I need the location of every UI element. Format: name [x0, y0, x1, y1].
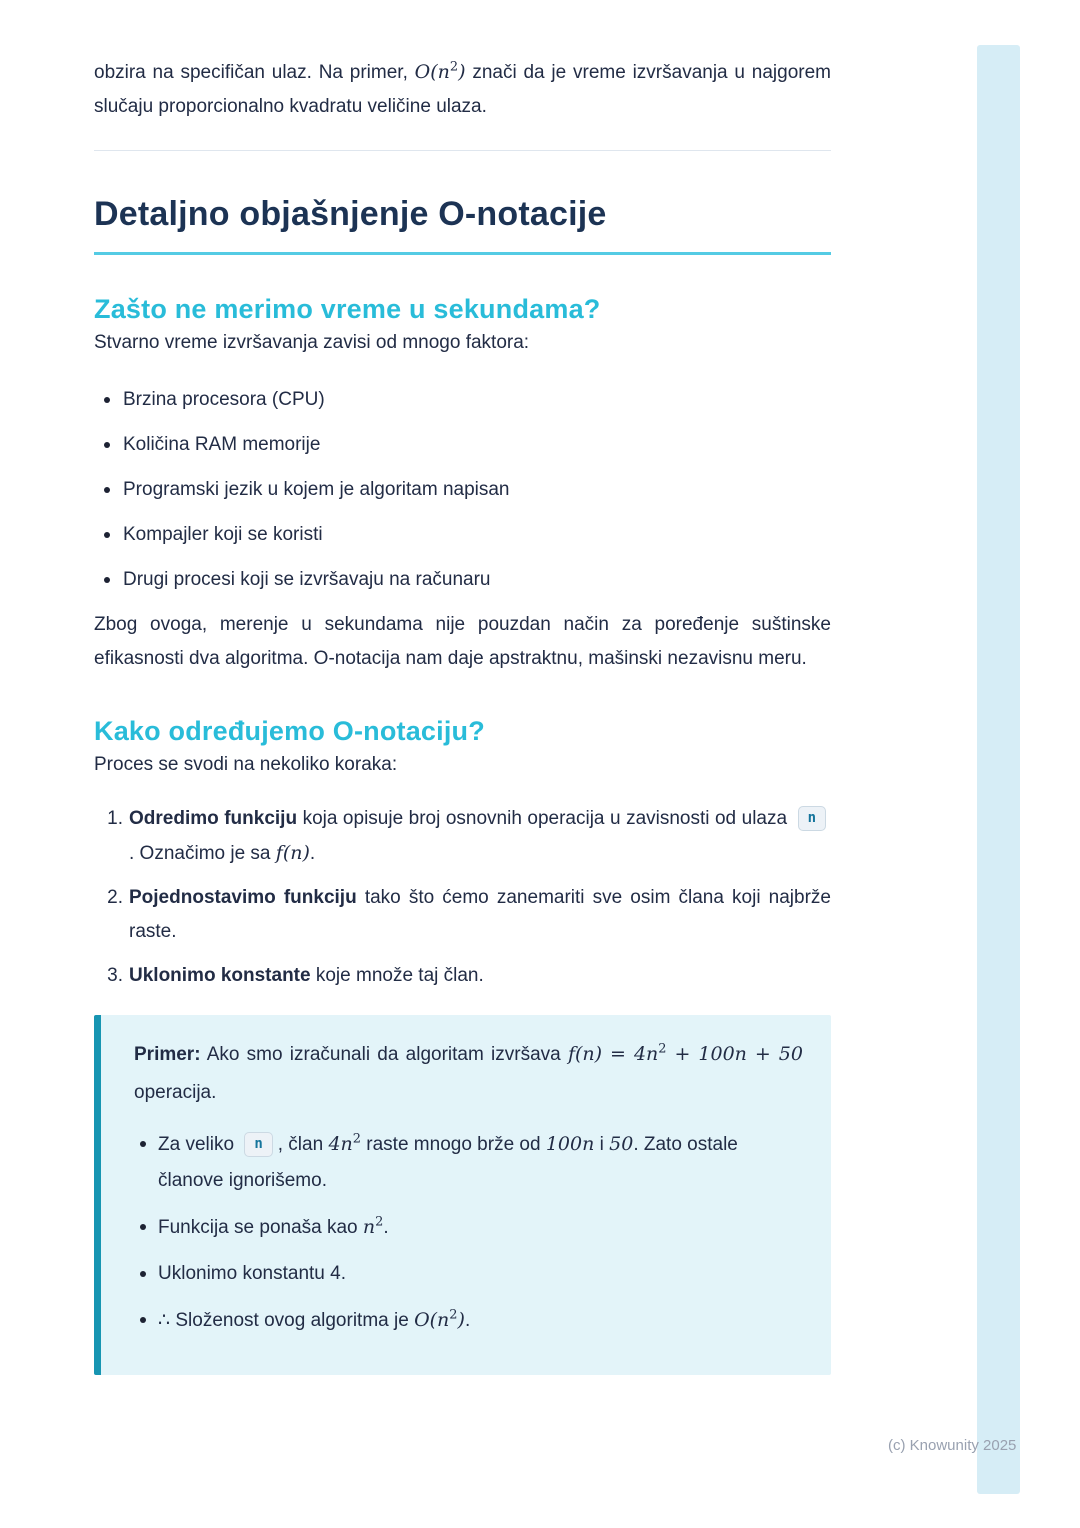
math-text: O(n: [414, 1309, 450, 1331]
bullet-dot: [140, 1141, 146, 1147]
step-text: [129, 959, 831, 993]
list-item: [134, 1302, 803, 1339]
section1-lead: Stvarno vreme izvršavanja zavisi od mnogo faktora:: [94, 332, 530, 353]
list-item: [94, 563, 831, 597]
math-superscript: 2: [658, 1041, 667, 1057]
inline-code-n: n: [244, 1132, 272, 1157]
example-paragraph: [134, 1035, 803, 1112]
list-item-text: Količina RAM memorije: [123, 434, 321, 455]
step-bold: Uklonimo konstante: [129, 965, 311, 986]
list-item: [134, 1126, 803, 1199]
step-text: [129, 881, 831, 949]
text-part: Složenost ovog algoritma je: [170, 1310, 415, 1331]
example-text: operacija.: [134, 1082, 217, 1103]
bullet-dot: [140, 1224, 146, 1230]
list-item: [94, 473, 831, 507]
math-superscript: 2: [449, 1307, 458, 1323]
list-item-text: Brzina procesora (CPU): [123, 389, 325, 410]
step-text: [129, 802, 831, 871]
step-text-part: .: [309, 843, 316, 864]
math-f-of-n: f(n): [275, 842, 310, 864]
bullet-dot: [104, 442, 110, 448]
step-number: 1.: [107, 808, 123, 829]
section2-lead: Proces se svodi na nekoliko koraka:: [94, 754, 398, 775]
bullet-dot: [140, 1317, 146, 1323]
step-bold: Pojednostavimo funkciju: [129, 887, 357, 908]
math-text: ): [458, 61, 466, 83]
example-label: Primer:: [134, 1044, 201, 1065]
math-f-n-equals: [568, 1043, 803, 1065]
section1-outro: Zbog ovoga, merenje u sekundama nije pouzdan način za poređenje suštinske efikasnosti dva algoritma. O-notacija nam daje apstraktnu, mašinski nezavisnu meru.: [94, 614, 831, 669]
math-n-squared: [363, 1216, 383, 1238]
example-callout-box: [94, 1015, 831, 1375]
step-text-part: koja opisuje broj osnovnih operacija u zavisnosti od ulaza: [297, 808, 793, 829]
math-o-n-squared: [414, 1309, 465, 1331]
bullet-dot: [104, 577, 110, 583]
math-superscript: 2: [375, 1214, 384, 1230]
intro-paragraph: [94, 55, 831, 124]
copyright-notice: (c) Knowunity 2025: [888, 1437, 1017, 1454]
step-text-part: koje množe taj član.: [310, 965, 484, 986]
step-text-part: tako što ćemo zanemariti sve osim člana koji najbrže raste.: [129, 887, 831, 942]
text-part: i: [594, 1134, 610, 1155]
math-text: ): [457, 1309, 465, 1331]
example-bullets: [134, 1126, 803, 1339]
math-superscript: 2: [449, 59, 459, 75]
step-item-2: [94, 881, 831, 949]
text-part: . Zato ostale članove ignorišemo.: [158, 1134, 738, 1191]
intro-text-1: obzira na specifičan ulaz. Na primer,: [94, 62, 415, 83]
list-item-text: [158, 1302, 470, 1339]
list-item: [94, 428, 831, 462]
math-text: 4n: [328, 1133, 353, 1155]
math-text: + 100n + 50: [666, 1043, 803, 1065]
step-item-3: [94, 959, 831, 993]
bullet-dot: [104, 487, 110, 493]
math-4n-squared: [328, 1133, 361, 1155]
list-item: [94, 383, 831, 417]
inline-code-n: n: [798, 806, 826, 831]
list-item: [134, 1256, 803, 1292]
math-text: n: [362, 1216, 376, 1238]
bullet-dot: [104, 397, 110, 403]
section-heading-how-we-determine: Kako određujemo O-notaciju?: [94, 716, 485, 746]
page-title: Detaljno objašnjenje O-notacije: [94, 193, 831, 255]
steps-list: [94, 802, 831, 993]
factors-list: [94, 383, 831, 597]
bullet-dot: [104, 532, 110, 538]
section-divider: [94, 150, 831, 151]
list-item: [134, 1209, 803, 1246]
text-part: Za veliko: [158, 1134, 240, 1155]
step-item-1: [94, 802, 831, 871]
step-number: 3.: [107, 965, 123, 986]
math-100n: 100n: [545, 1133, 595, 1155]
text-part: , član: [277, 1134, 329, 1155]
math-o-n-squared: [415, 61, 466, 83]
page-side-accent-bar: [977, 45, 1020, 1494]
math-50: 50: [609, 1133, 634, 1155]
step-bold: Odredimo funkciju: [129, 808, 298, 829]
text-part: Funkcija se ponaša kao: [158, 1217, 363, 1238]
math-text: O(n: [414, 61, 450, 83]
intro-text-2: znači da je vreme izvršavanja u najgorem slučaju proporcionalno kvadratu veličine ulaza.: [94, 62, 831, 117]
list-item-text: [158, 1256, 346, 1292]
example-text: Ako smo izračunali da algoritam izvršava: [200, 1044, 568, 1065]
math-text: f(n) = 4n: [567, 1043, 659, 1065]
list-item-text: [158, 1126, 803, 1199]
list-item-text: [158, 1209, 389, 1246]
document-page: [94, 0, 831, 1375]
text-part: raste mnogo brže od: [361, 1134, 546, 1155]
list-item-text: Kompajler koji se koristi: [123, 524, 323, 545]
text-part: .: [464, 1310, 471, 1331]
bullet-dot: [140, 1271, 146, 1277]
section-heading-why-not-seconds: Zašto ne merimo vreme u sekundama?: [94, 294, 601, 324]
text-part: Uklonimo konstantu 4.: [158, 1263, 346, 1284]
step-number: 2.: [107, 887, 123, 908]
text-part: .: [383, 1217, 389, 1238]
list-item-text: Drugi procesi koji se izvršavaju na računaru: [123, 569, 491, 590]
list-item: [94, 518, 831, 552]
step-text-part: . Označimo je sa: [129, 843, 276, 864]
therefore-symbol: ∴: [158, 1310, 171, 1331]
list-item-text: Programski jezik u kojem je algoritam napisan: [123, 479, 510, 500]
math-superscript: 2: [352, 1131, 361, 1147]
